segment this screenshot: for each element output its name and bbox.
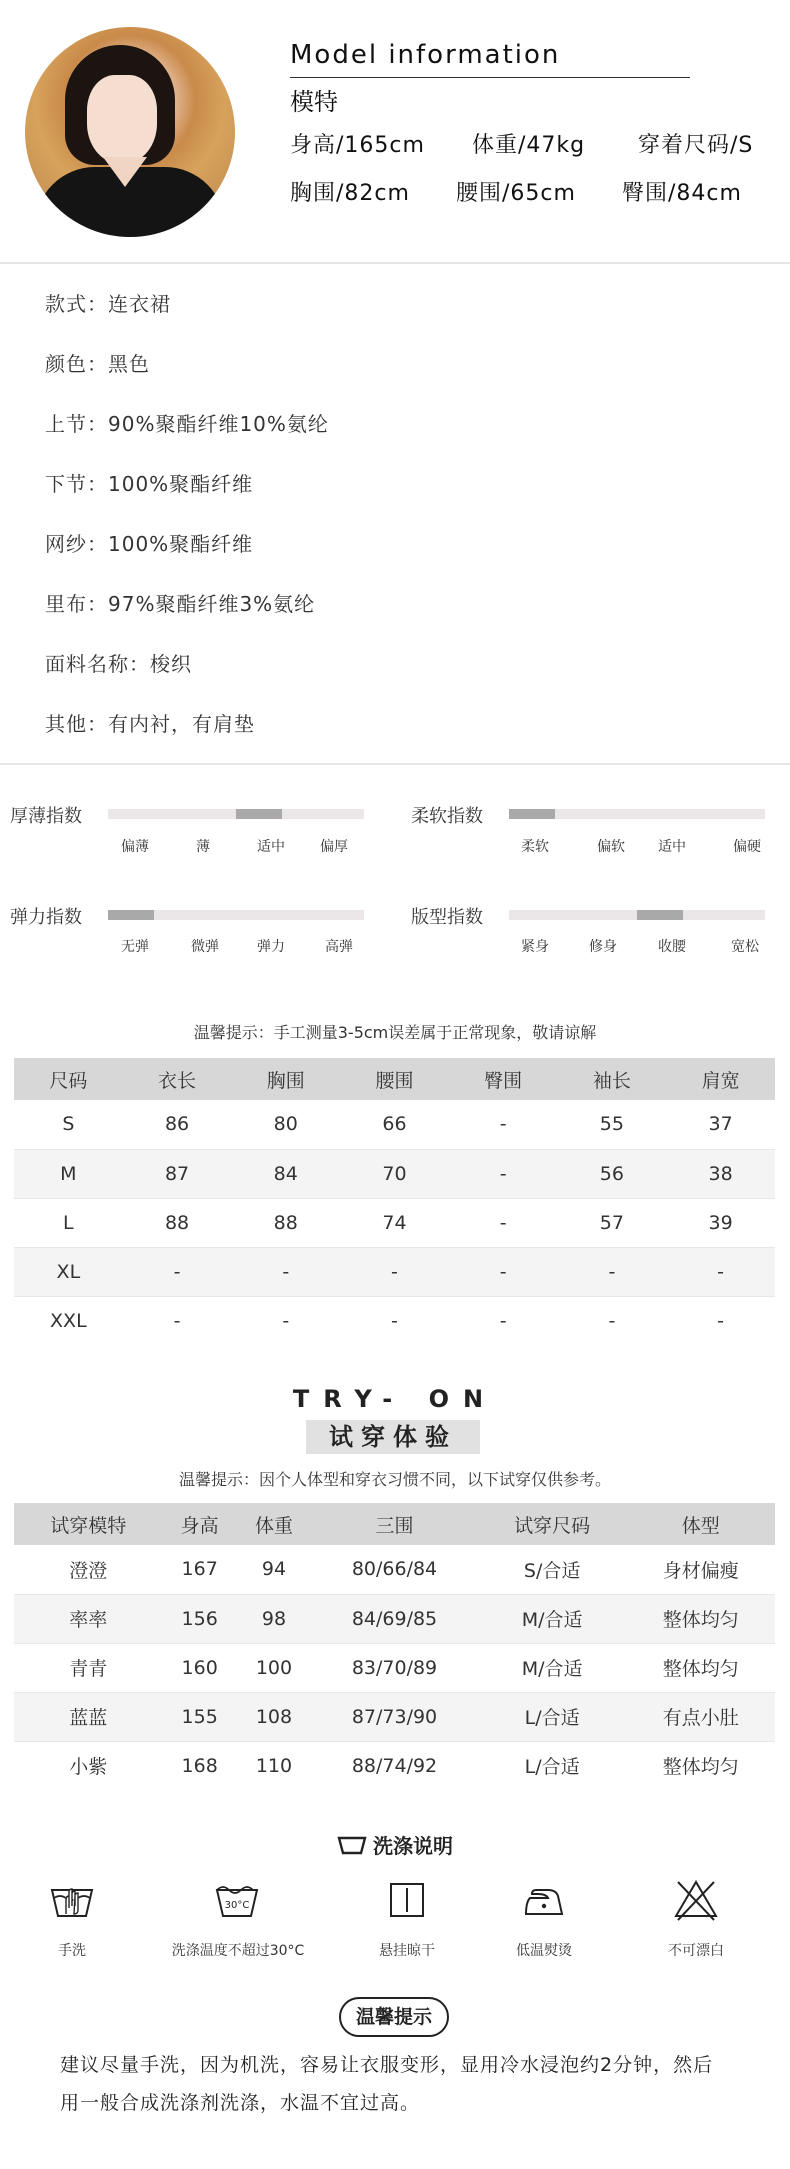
attr-upper-fabric: 上节：90%聚酯纤维10%氨纶 bbox=[45, 412, 329, 436]
size-table-cell: 66 bbox=[340, 1100, 449, 1149]
size-table-cell: - bbox=[558, 1247, 667, 1296]
tryon-table-cell: 澄澄 bbox=[14, 1545, 163, 1594]
index-label: 适中 bbox=[658, 839, 686, 855]
index-track-thickness bbox=[108, 809, 364, 819]
index-fill-elasticity bbox=[108, 910, 154, 920]
size-header-cell: 腰围 bbox=[340, 1058, 449, 1100]
size-table-row bbox=[14, 1149, 775, 1198]
size-table-cell: 37 bbox=[666, 1100, 775, 1149]
tryon-table-cell: 160 bbox=[163, 1643, 237, 1692]
size-table-cell: - bbox=[173, 1309, 181, 1332]
tryon-table-cell: 整体均匀 bbox=[626, 1643, 775, 1692]
tryon-table bbox=[14, 1503, 775, 1790]
size-table-cell: - bbox=[499, 1309, 507, 1332]
tryon-table-cell: 94 bbox=[237, 1545, 311, 1594]
tryon-table-cell: 有点小肚 bbox=[626, 1692, 775, 1741]
tryon-title-en: TRY- ON bbox=[292, 1385, 498, 1413]
tryon-table-cell: 率率 bbox=[14, 1594, 163, 1643]
tryon-table-cell: 身材偏瘦 bbox=[626, 1545, 775, 1594]
size-table bbox=[14, 1058, 775, 1345]
attr-color: 颜色：黑色 bbox=[45, 352, 150, 376]
wash-temp-icon bbox=[213, 1876, 261, 1924]
size-table-cell: - bbox=[340, 1247, 449, 1296]
tryon-table-row bbox=[14, 1692, 775, 1741]
tryon-table-cell: 100 bbox=[237, 1643, 311, 1692]
size-table-cell: 88 bbox=[231, 1198, 340, 1247]
tryon-table-cell: 83/70/89 bbox=[311, 1643, 478, 1692]
tryon-table-cell: L/合适 bbox=[478, 1692, 627, 1741]
index-label: 紧身 bbox=[521, 939, 549, 955]
tryon-table-row bbox=[14, 1545, 775, 1594]
size-header-cell: 肩宽 bbox=[666, 1058, 775, 1100]
tryon-table-cell: 167 bbox=[163, 1545, 237, 1594]
size-table-row bbox=[14, 1296, 775, 1345]
size-table-cell: 70 bbox=[340, 1149, 449, 1198]
tryon-table-cell: 整体均匀 bbox=[662, 1756, 739, 1779]
model-bust: 胸围/82cm bbox=[290, 181, 410, 206]
index-track-elasticity bbox=[108, 910, 364, 920]
index-label: 弹力 bbox=[257, 939, 285, 955]
tryon-header-cell: 体重 bbox=[237, 1503, 311, 1545]
model-weight: 体重/47kg bbox=[472, 133, 586, 158]
hang-dry-icon bbox=[383, 1876, 431, 1924]
index-label: 微弹 bbox=[191, 939, 219, 955]
tryon-header-cell: 身高 bbox=[163, 1503, 237, 1545]
index-label: 偏软 bbox=[597, 839, 625, 855]
index-label: 偏硬 bbox=[733, 839, 761, 855]
size-header-cell: 袖长 bbox=[558, 1058, 667, 1100]
index-fill-fit bbox=[637, 910, 683, 920]
tryon-table-cell: 168 bbox=[181, 1754, 218, 1777]
size-table-cell: - bbox=[717, 1309, 725, 1332]
section-divider bbox=[0, 262, 790, 264]
index-label: 柔软 bbox=[521, 839, 549, 855]
tryon-title-cn: 试穿体验 bbox=[306, 1420, 480, 1454]
size-table-cell: 88 bbox=[123, 1198, 232, 1247]
tryon-table-cell: 蓝蓝 bbox=[14, 1692, 163, 1741]
size-table-cell: 86 bbox=[123, 1100, 232, 1149]
size-table-cell: 56 bbox=[558, 1149, 667, 1198]
index-title-softness: 柔软指数 bbox=[411, 806, 483, 827]
index-label: 宽松 bbox=[731, 939, 759, 955]
size-table-cell: 84 bbox=[231, 1149, 340, 1198]
model-info-title: Model information bbox=[290, 40, 561, 70]
tip-title: 温馨提示 bbox=[339, 1997, 449, 2037]
tryon-table-cell: M/合适 bbox=[478, 1643, 627, 1692]
tryon-table-row bbox=[14, 1741, 775, 1790]
size-table-cell: 57 bbox=[558, 1198, 667, 1247]
size-table-row bbox=[14, 1100, 775, 1149]
tryon-table-cell: 87/73/90 bbox=[311, 1692, 478, 1741]
size-header-cell: 尺码 bbox=[14, 1058, 123, 1100]
size-table-cell: XL bbox=[14, 1247, 123, 1296]
size-table-cell: 38 bbox=[666, 1149, 775, 1198]
attr-lower-fabric: 下节：100%聚酯纤维 bbox=[45, 472, 254, 496]
index-label: 收腰 bbox=[658, 939, 686, 955]
low-iron-icon bbox=[520, 1876, 568, 1924]
model-hip: 臀围/84cm bbox=[622, 181, 742, 206]
tryon-note: 温馨提示：因个人体型和穿衣习惯不同，以下试穿仅供参考。 bbox=[178, 1470, 611, 1489]
tryon-table-cell: 青青 bbox=[14, 1643, 163, 1692]
index-label: 高弹 bbox=[325, 939, 353, 955]
model-waist: 腰围/65cm bbox=[456, 181, 576, 206]
size-header-cell: 臀围 bbox=[449, 1058, 558, 1100]
index-fill-thickness bbox=[236, 809, 282, 819]
tryon-table-cell: 156 bbox=[163, 1594, 237, 1643]
attr-mesh-fabric: 网纱：100%聚酯纤维 bbox=[45, 532, 254, 556]
tryon-table-cell: 84/69/85 bbox=[311, 1594, 478, 1643]
index-track-fit bbox=[509, 910, 765, 920]
model-info-section bbox=[0, 0, 790, 262]
size-table-cell: M bbox=[14, 1149, 123, 1198]
tryon-table-cell: 155 bbox=[163, 1692, 237, 1741]
size-table-cell: 74 bbox=[340, 1198, 449, 1247]
hand-wash-icon bbox=[48, 1876, 96, 1924]
size-table-cell: XXL bbox=[50, 1309, 87, 1332]
index-title-thickness: 厚薄指数 bbox=[10, 806, 82, 827]
attr-style: 款式：连衣裙 bbox=[45, 292, 171, 316]
index-fill-softness bbox=[509, 809, 555, 819]
attr-lining: 里布：97%聚酯纤维3%氨纶 bbox=[45, 592, 316, 616]
attr-other: 其他：有内衬，有肩垫 bbox=[45, 712, 255, 736]
index-label: 薄 bbox=[196, 839, 210, 855]
tryon-header-cell: 试穿尺码 bbox=[478, 1503, 627, 1545]
size-table-cell: - bbox=[449, 1198, 558, 1247]
model-avatar bbox=[25, 27, 235, 237]
tryon-table-cell: 88/74/92 bbox=[351, 1754, 438, 1777]
size-table-cell: - bbox=[231, 1247, 340, 1296]
wash-label-hang: 悬挂晾干 bbox=[379, 1943, 435, 1959]
size-table-cell: - bbox=[391, 1309, 398, 1332]
wash-label-hand: 手洗 bbox=[58, 1943, 86, 1959]
size-table-cell: 87 bbox=[123, 1149, 232, 1198]
index-track-softness bbox=[509, 809, 765, 819]
size-table-cell: - bbox=[123, 1247, 232, 1296]
wash-title-text: 洗涤说明 bbox=[373, 1834, 453, 1858]
size-note: 温馨提示：手工测量3-5cm误差属于正常现象，敬请谅解 bbox=[193, 1023, 597, 1042]
index-label: 适中 bbox=[257, 839, 285, 855]
size-table-cell: L bbox=[14, 1198, 123, 1247]
size-table-cell: 80 bbox=[231, 1100, 340, 1149]
tryon-table-cell: 80/66/84 bbox=[311, 1545, 478, 1594]
tryon-header-cell: 试穿模特 bbox=[14, 1503, 163, 1545]
wash-label-temp: 洗涤温度不超过30°C bbox=[171, 1943, 305, 1959]
tip-line-1: 建议尽量手洗，因为机洗，容易让衣服变形，显用冷水浸泡约2分钟，然后 bbox=[60, 2054, 714, 2076]
tryon-table-cell: 小紫 bbox=[69, 1756, 108, 1779]
index-label: 偏薄 bbox=[121, 839, 149, 855]
tryon-table-cell: S/合适 bbox=[478, 1545, 627, 1594]
index-label: 无弹 bbox=[121, 939, 149, 955]
wash-title bbox=[0, 1830, 790, 1859]
section-divider bbox=[0, 763, 790, 765]
size-table-cell: 55 bbox=[558, 1100, 667, 1149]
index-title-elasticity: 弹力指数 bbox=[10, 907, 82, 928]
model-height: 身高/165cm bbox=[290, 133, 425, 158]
tryon-table-cell: 108 bbox=[237, 1692, 311, 1741]
tip-line-2: 用一般合成洗涤剂洗涤，水温不宜过高。 bbox=[60, 2092, 421, 2114]
tryon-table-cell: 110 bbox=[255, 1754, 293, 1777]
size-table-row bbox=[14, 1198, 775, 1247]
model-size: 穿着尺码/S bbox=[638, 133, 754, 158]
size-table-cell: - bbox=[449, 1149, 558, 1198]
model-title-underline bbox=[290, 77, 690, 78]
size-table-cell: S bbox=[14, 1100, 123, 1149]
size-table-cell: - bbox=[666, 1247, 775, 1296]
wash-basin-icon bbox=[337, 1834, 367, 1856]
index-label: 修身 bbox=[589, 939, 617, 955]
tryon-table-cell: 98 bbox=[237, 1594, 311, 1643]
tryon-table-row bbox=[14, 1643, 775, 1692]
attr-fabric-name: 面料名称：梭织 bbox=[45, 652, 192, 676]
size-table-cell: - bbox=[282, 1309, 290, 1332]
tryon-table-cell: M/合适 bbox=[478, 1594, 627, 1643]
size-header-cell: 胸围 bbox=[231, 1058, 340, 1100]
tryon-header-cell: 三围 bbox=[311, 1503, 478, 1545]
tryon-table-cell: 整体均匀 bbox=[626, 1594, 775, 1643]
wash-label-iron: 低温熨烫 bbox=[516, 1943, 572, 1959]
size-header-cell: 衣长 bbox=[123, 1058, 232, 1100]
no-bleach-icon bbox=[672, 1876, 720, 1924]
model-info-subtitle: 模特 bbox=[290, 88, 338, 116]
wash-label-bleach: 不可漂白 bbox=[668, 1943, 724, 1959]
wash-temp-value: 30°C bbox=[224, 1900, 250, 1911]
tryon-table-cell: L/合适 bbox=[524, 1756, 580, 1779]
index-title-fit: 版型指数 bbox=[411, 907, 483, 928]
size-table-cell: - bbox=[449, 1100, 558, 1149]
size-table-cell: - bbox=[449, 1247, 558, 1296]
tryon-table-row bbox=[14, 1594, 775, 1643]
size-table-cell: 39 bbox=[666, 1198, 775, 1247]
index-label: 偏厚 bbox=[320, 839, 348, 855]
size-table-row bbox=[14, 1247, 775, 1296]
size-table-cell: - bbox=[608, 1309, 616, 1332]
tryon-header-cell: 体型 bbox=[626, 1503, 775, 1545]
